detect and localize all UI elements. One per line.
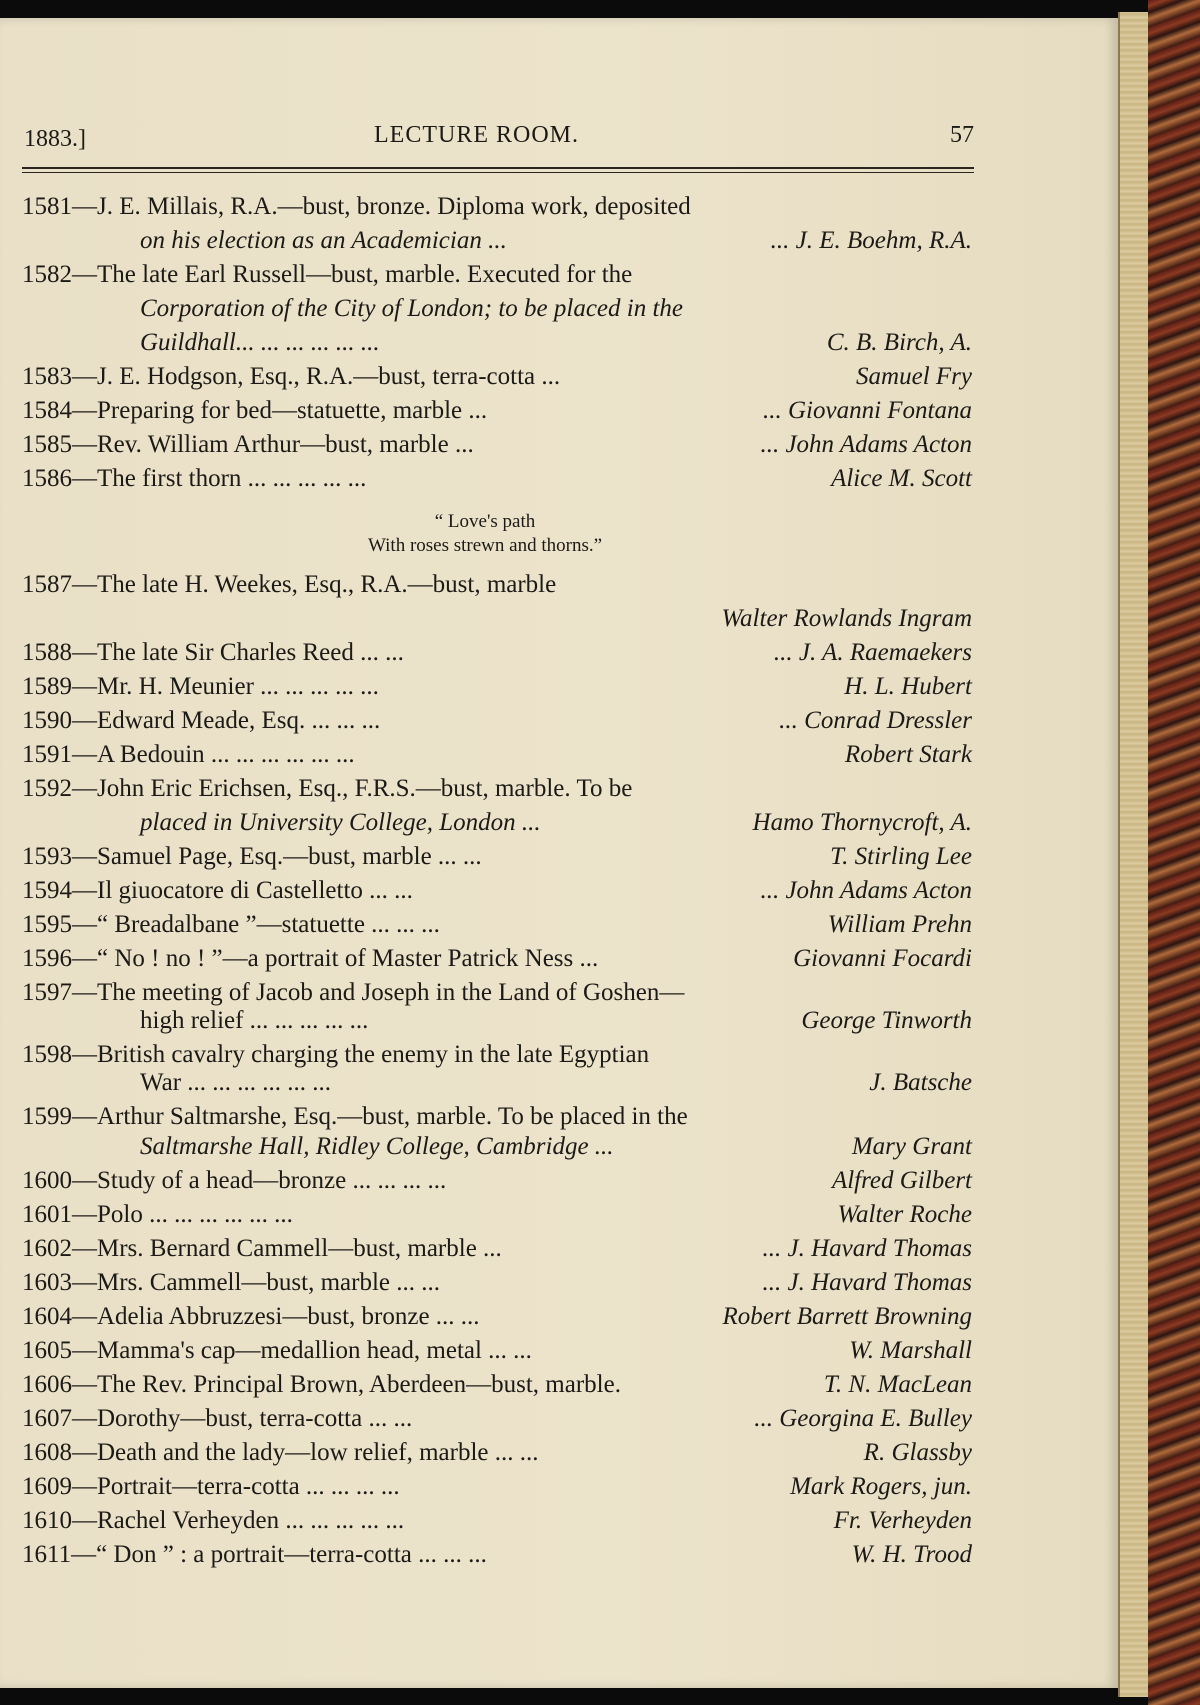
entry-line: 1593—Samuel Page, Esq.—bust, marble ... ... T. Stirling Lee (22, 843, 972, 870)
quote-line-1: “ Love's path (434, 511, 536, 532)
entry-line: on his election as an Academician ... ... J. E. Boehm, R.A. (140, 227, 972, 254)
header-rule-thin (22, 172, 974, 173)
entry-line: 1588—The late Sir Charles Reed ... ... ... J. A. Raemaekers (22, 639, 972, 666)
entry-line: Guildhall... ... ... ... ... ... C. B. Birch, A. (140, 329, 972, 356)
entry-line: 1605—Mamma's cap—medallion head, metal ... ... W. Marshall (22, 1337, 972, 1364)
entry-line: high relief ... ... ... ... ... George Tinworth (140, 1007, 972, 1034)
quote-line-2: With roses strewn and thorns.” (367, 535, 603, 556)
entry-line: 1601—Polo ... ... ... ... ... ... Walter Roche (22, 1201, 972, 1228)
entry-line: 1595—“ Breadalbane ”—statuette ... ... ... William Prehn (22, 911, 972, 938)
entry-line: 1592—John Eric Erichsen, Esq., F.R.S.—bust, marble. To be (22, 775, 633, 802)
marbled-edge (1148, 0, 1200, 1705)
entry-line: 1606—The Rev. Principal Brown, Aberdeen—bust, marble. T. N. MacLean (22, 1371, 972, 1398)
entry-line: Walter Rowlands Ingram (721, 605, 972, 632)
header-year: 1883.] (24, 126, 86, 152)
running-header (24, 120, 974, 160)
entry-line: 1598—British cavalry charging the enemy in the late Egyptian (22, 1041, 650, 1068)
entry-line: 1607—Dorothy—bust, terra-cotta ... ... ... Georgina E. Bulley (22, 1405, 972, 1432)
entry-line: 1611—“ Don ” : a portrait—terra-cotta ... ... ... W. H. Trood (22, 1541, 972, 1568)
entry-line: 1608—Death and the lady—low relief, marble ... ... R. Glassby (22, 1439, 972, 1466)
entry-line: 1587—The late H. Weekes, Esq., R.A.—bust, marble (22, 571, 557, 598)
entry-line: 1589—Mr. H. Meunier ... ... ... ... ... H. L. Hubert (22, 673, 972, 700)
header-title: LECTURE ROOM. (374, 122, 579, 148)
entry-line: 1581—J. E. Millais, R.A.—bust, bronze. Diploma work, deposited (22, 193, 691, 220)
entry-line: 1582—The late Earl Russell—bust, marble. Executed for the (22, 261, 633, 288)
entry-line: Saltmarshe Hall, Ridley College, Cambridge ... Mary Grant (140, 1133, 972, 1160)
entry-line: 1583—J. E. Hodgson, Esq., R.A.—bust, terra-cotta ... Samuel Fry (22, 363, 972, 390)
entry-line: 1609—Portrait—terra-cotta ... ... ... ... Mark Rogers, jun. (22, 1473, 972, 1500)
entry-line: 1590—Edward Meade, Esq. ... ... ... ... Conrad Dressler (22, 707, 972, 734)
entry-line: 1599—Arthur Saltmarshe, Esq.—bust, marble. To be placed in the (22, 1103, 688, 1130)
entry-line: 1603—Mrs. Cammell—bust, marble ... ... ... J. Havard Thomas (22, 1269, 972, 1296)
entry-line: placed in University College, London ... Hamo Thornycroft, A. (140, 809, 972, 836)
entry-line: 1585—Rev. William Arthur—bust, marble ... ... John Adams Acton (22, 431, 972, 458)
header-rule (22, 167, 974, 169)
entry-line: 1597—The meeting of Jacob and Joseph in the Land of Goshen— (22, 979, 685, 1006)
entry-line: 1596—“ No ! no ! ”—a portrait of Master Patrick Ness ... Giovanni Focardi (22, 945, 972, 972)
page-edges (1118, 12, 1150, 1697)
page-number: 57 (950, 122, 974, 148)
entry-line: 1586—The first thorn ... ... ... ... ... Alice M. Scott (22, 465, 972, 492)
entry-line: 1594—Il giuocatore di Castelletto ... ... ... John Adams Acton (22, 877, 972, 904)
entry-line: 1602—Mrs. Bernard Cammell—bust, marble ... ... J. Havard Thomas (22, 1235, 972, 1262)
entry-line: War ... ... ... ... ... ... J. Batsche (140, 1069, 972, 1096)
entry-line: Corporation of the City of London; to be placed in the (140, 295, 684, 322)
entry-line: 1584—Preparing for bed—statuette, marble ... ... Giovanni Fontana (22, 397, 972, 424)
entry-line: 1600—Study of a head—bronze ... ... ... ... Alfred Gilbert (22, 1167, 972, 1194)
entry-line: 1610—Rachel Verheyden ... ... ... ... ... Fr. Verheyden (22, 1507, 972, 1534)
entry-line: 1604—Adelia Abbruzzesi—bust, bronze ... ... Robert Barrett Browning (22, 1303, 972, 1330)
entry-line: 1591—A Bedouin ... ... ... ... ... ... Robert Stark (22, 741, 972, 768)
